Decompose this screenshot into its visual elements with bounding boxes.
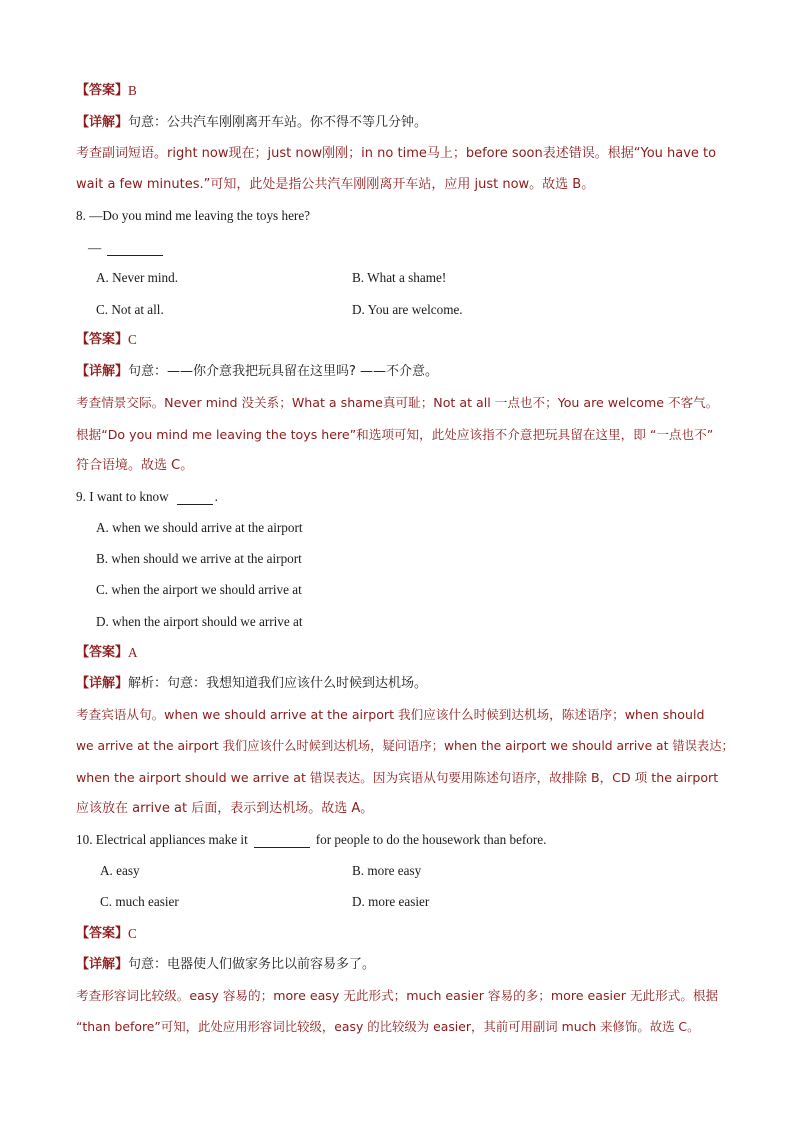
q10-answer (76, 924, 137, 944)
detail-text: 句意：公共汽车刚刚离开车站。你不得不等几分钟。 (128, 115, 428, 130)
q7-explain-line-2: wait a few minutes.”可知，此处是指公共汽车刚刚离开车站，应用 just now。故选 B。 (76, 177, 595, 192)
q10-detail (76, 955, 375, 975)
q8-option-a: A. Never mind. (96, 270, 179, 285)
answer-value: B (128, 83, 137, 98)
answer-tag: 【答案】 (76, 926, 129, 941)
dash: — (88, 240, 102, 255)
q9-stem (76, 487, 218, 507)
q10-option-c: C. much easier (100, 894, 179, 909)
q9-explain-line-2: we arrive at the airport 我们应该什么时候到达机场，疑问语序；when the airport we should arrive at 错误表达； (76, 739, 734, 753)
q9-option-c: C. when the airport we should arrive at (96, 582, 302, 597)
q8-detail (76, 362, 438, 382)
answer-blank (254, 833, 310, 848)
detail-text: 句意：——你介意我把玩具留在这里吗? ——不介意。 (128, 364, 439, 379)
detail-text: 解析：句意：我想知道我们应该什么时候到达机场。 (128, 676, 428, 691)
q9-option-a: A. when we should arrive at the airport (96, 520, 303, 535)
q10-explain-line-1: 考查形容词比较级。easy 容易的；more easy 无此形式；much easier 容易的多；more easier 无此形式。根据 (76, 988, 719, 1003)
detail-tag: 【详解】 (76, 957, 129, 972)
detail-tag: 【详解】 (76, 676, 129, 691)
q7-answer (76, 81, 137, 101)
q8-option-b: B. What a shame! (352, 270, 447, 285)
q8-response (88, 238, 165, 258)
q8-explain-line-3: 符合语境。故选 C。 (76, 458, 194, 473)
q7-explain-line-1: 考查副词短语。right now现在；just now刚刚；in no time马上；before soon表述错误。根据“You have to (76, 146, 717, 161)
q9-detail (76, 674, 427, 694)
q9-answer (76, 643, 138, 663)
detail-tag: 【详解】 (76, 364, 129, 379)
answer-value: A (128, 645, 138, 660)
q10-option-d: D. more easier (352, 894, 430, 909)
stem-end: . (214, 489, 218, 504)
q8-stem: 8. —Do you mind me leaving the toys here? (76, 208, 311, 223)
answer-blank (177, 490, 213, 505)
q8-answer (76, 330, 137, 350)
q8-explain-line-2: 根据“Do you mind me leaving the toys here”和选项可知，此处应该指不介意把玩具留在这里，即 “一点也不” (76, 427, 714, 442)
detail-text: 句意：电器使人们做家务比以前容易多了。 (128, 957, 376, 972)
answer-tag: 【答案】 (76, 645, 129, 660)
answer-blank (107, 241, 163, 256)
q7-detail (76, 113, 427, 133)
answer-tag: 【答案】 (76, 332, 129, 347)
q10-option-b: B. more easy (352, 863, 422, 878)
q9-option-d: D. when the airport should we arrive at (96, 614, 303, 629)
q10-option-a: A. easy (100, 863, 140, 878)
q8-explain-line-1: 考查情景交际。Never mind 没关系；What a shame真可耻；Not at all 一点也不；You are welcome 不客气。 (76, 395, 719, 410)
stem-text: 10. Electrical appliances make it (76, 832, 248, 847)
q8-option-d: D. You are welcome. (352, 302, 463, 317)
answer-value: C (128, 926, 137, 941)
q10-explain-line-2: “than before”可知，此处应用形容词比较级，easy 的比较级为 easier，其前可用副词 much 来修饰。故选 C。 (76, 1019, 700, 1034)
q10-stem (76, 830, 546, 850)
q9-explain-line-4: 应该放在 arrive at 后面，表示到达机场。故选 A。 (76, 801, 374, 816)
q9-explain-line-1: 考查宾语从句。when we should arrive at the airport 我们应该什么时候到达机场，陈述语序；when should (76, 707, 705, 722)
answer-tag: 【答案】 (76, 83, 129, 98)
q9-option-b: B. when should we arrive at the airport (96, 551, 302, 566)
detail-tag: 【详解】 (76, 115, 129, 130)
answer-value: C (128, 332, 137, 347)
stem-text: 9. I want to know (76, 489, 169, 504)
q9-explain-line-3: when the airport should we arrive at 错误表达。因为宾语从句要用陈述句语序，故排除 B，CD 项 the airport (76, 770, 719, 785)
q8-option-c: C. Not at all. (96, 302, 164, 317)
stem-end: for people to do the housework than before. (315, 832, 547, 847)
